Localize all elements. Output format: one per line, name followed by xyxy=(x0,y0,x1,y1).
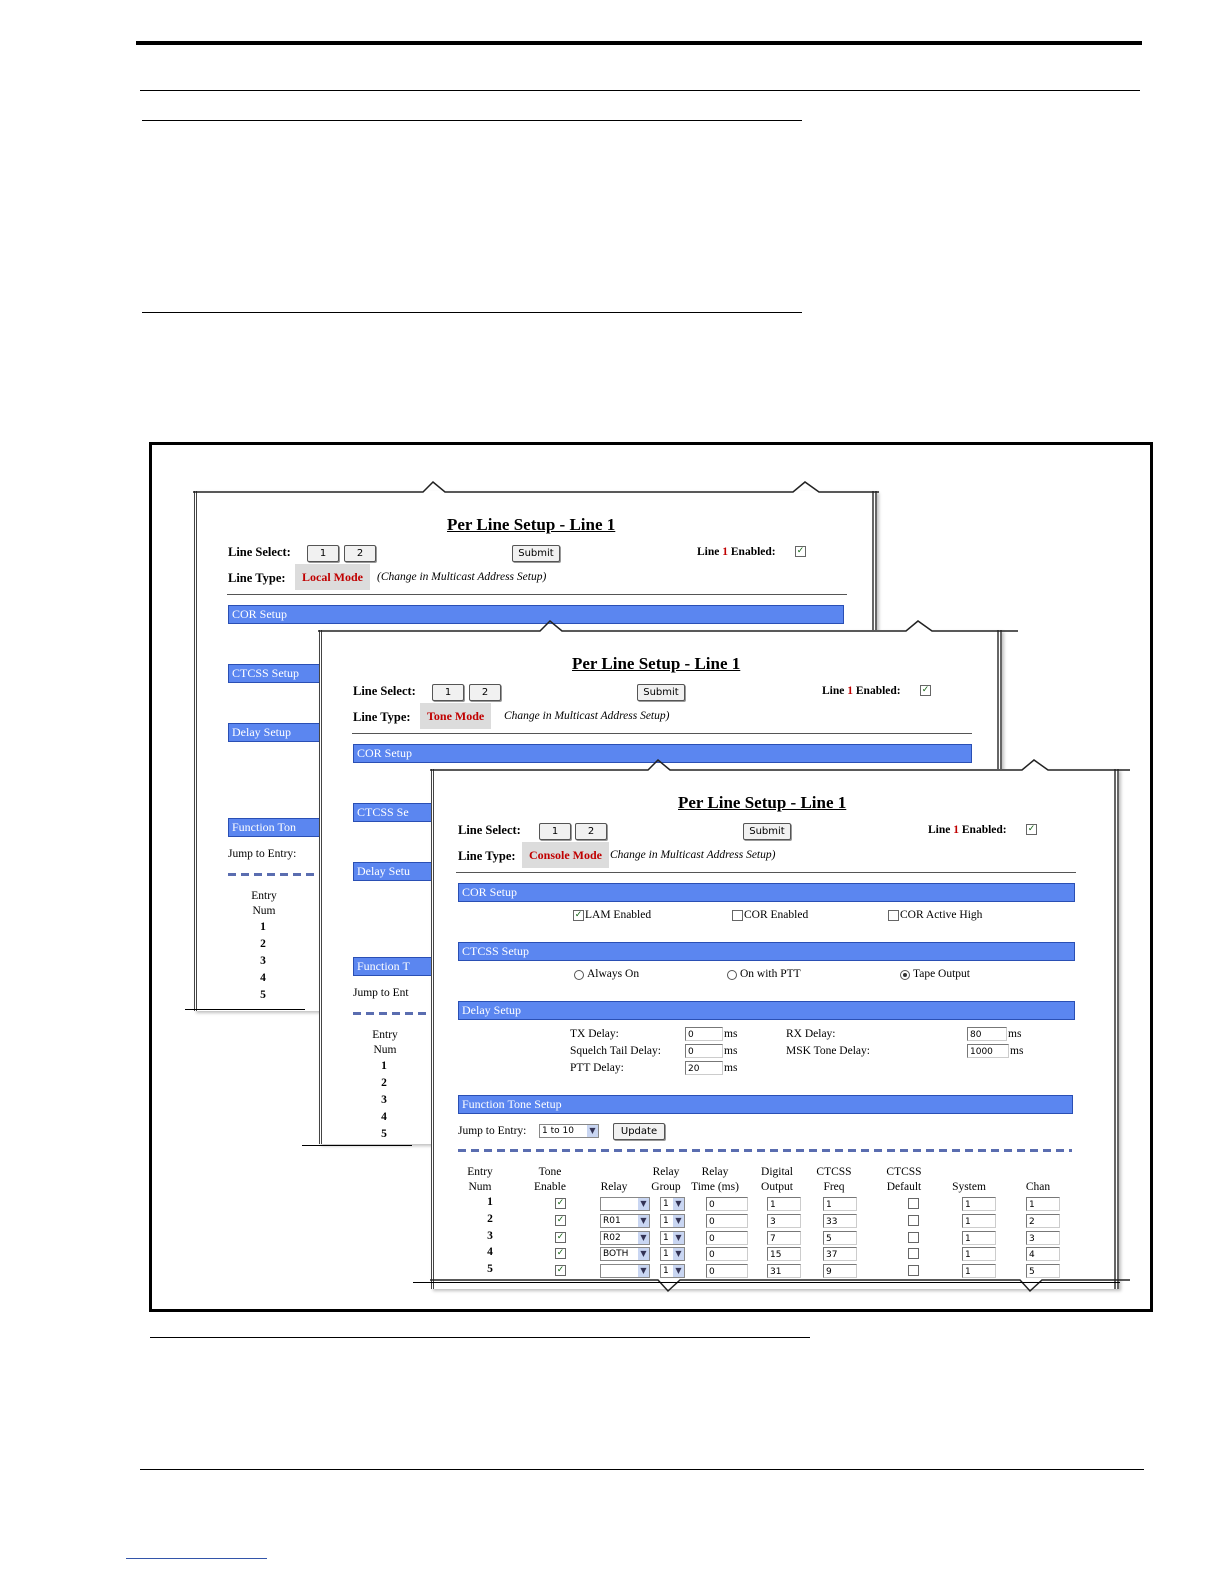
ctcss-freq-input[interactable]: 5 xyxy=(823,1231,857,1245)
submit-button[interactable]: Submit xyxy=(743,823,791,840)
ptt-delay-unit: ms xyxy=(724,1062,738,1074)
update-button[interactable]: Update xyxy=(613,1123,665,1140)
squelch-tail-delay-unit: ms xyxy=(724,1045,738,1057)
system-input[interactable]: 1 xyxy=(962,1214,996,1228)
relay-select[interactable] xyxy=(600,1197,650,1211)
entry-num-header: Entry Num xyxy=(251,890,277,917)
lam-enabled-label: LAM Enabled xyxy=(585,909,652,921)
line-2-button[interactable]: 2 xyxy=(575,823,607,840)
function-tone-bar: Function Ton xyxy=(228,818,333,837)
relay-select[interactable]: R02 ▼ xyxy=(600,1231,650,1245)
column-header: System xyxy=(952,1181,986,1193)
entry-num-header: Entry Num xyxy=(372,1029,398,1056)
ctcss-default-checkbox[interactable] xyxy=(908,1248,919,1259)
panel-3-cut-edge xyxy=(413,1282,1120,1283)
on-with-ptt-label: On with PTT xyxy=(740,968,801,980)
relay-time-input[interactable]: 0 xyxy=(706,1197,748,1211)
column-header: Relay xyxy=(600,1181,628,1193)
line-enabled-number: 1 xyxy=(847,685,853,697)
always-on-radio[interactable] xyxy=(574,970,584,980)
tone-enable-checkbox[interactable]: ✓ xyxy=(556,1214,565,1225)
tx-delay-input[interactable]: 0 xyxy=(685,1027,723,1041)
tone-enable-checkbox[interactable]: ✓ xyxy=(556,1231,565,1242)
entry-num: 3 xyxy=(260,955,266,967)
tone-enable-checkbox[interactable]: ✓ xyxy=(556,1198,565,1208)
rx-delay-input[interactable]: 80 xyxy=(967,1027,1007,1041)
line-mode: Console Mode xyxy=(522,842,609,868)
column-header: Relay Group xyxy=(651,1166,681,1193)
dashed-divider xyxy=(353,1012,433,1015)
jump-to-entry-label: Jump to Entry: xyxy=(458,1125,527,1137)
ctcss-default-checkbox[interactable] xyxy=(908,1232,919,1243)
panel-2-cut-edge xyxy=(302,1145,412,1146)
chan-input[interactable]: 4 xyxy=(1026,1247,1060,1261)
line-mode: Tone Mode xyxy=(420,703,491,729)
footnote-rule xyxy=(126,1558,267,1559)
tone-enable-checkbox[interactable]: ✓ xyxy=(556,1265,565,1276)
line-enabled-label: Line 1 Enabled: xyxy=(697,546,776,558)
rx-delay-unit: ms xyxy=(1008,1028,1022,1040)
chevron-down-icon: ▼ xyxy=(673,1248,684,1260)
line-enabled-checkbox[interactable]: ✓ xyxy=(921,685,930,695)
entry-num: 4 xyxy=(487,1246,493,1259)
jump-to-entry-label: Jump to Ent xyxy=(353,987,409,999)
ctcss-default-checkbox[interactable] xyxy=(908,1215,919,1226)
top-thick-rule xyxy=(136,41,1142,45)
system-input[interactable]: 1 xyxy=(962,1197,996,1211)
chan-input[interactable]: 3 xyxy=(1026,1231,1060,1245)
ctcss-setup-bar: CTCSS Se xyxy=(353,803,438,822)
cor-enabled-checkbox[interactable] xyxy=(732,910,743,921)
line-mode: Local Mode xyxy=(295,564,370,590)
entry-num: 1 xyxy=(381,1060,387,1072)
function-tone-bar: Function T xyxy=(353,957,438,976)
chevron-down-icon: ▼ xyxy=(638,1265,649,1277)
line-enabled-number: 1 xyxy=(722,546,728,558)
tx-delay-unit: ms xyxy=(724,1028,738,1040)
relay-group-select[interactable]: 1 ▼ xyxy=(660,1264,685,1278)
system-input[interactable]: 1 xyxy=(962,1231,996,1245)
header-divider xyxy=(456,872,1076,873)
line-2-button[interactable]: 2 xyxy=(469,684,501,701)
relay-group-select[interactable]: 1 ▼ xyxy=(660,1231,685,1245)
column-header: Relay Time (ms) xyxy=(691,1166,739,1193)
digital-output-input[interactable]: 15 xyxy=(767,1247,801,1261)
entry-num: 2 xyxy=(487,1212,493,1225)
section-rule-2 xyxy=(142,312,802,313)
cor-active-high-checkbox[interactable] xyxy=(888,910,899,921)
line-2-button[interactable]: 2 xyxy=(344,545,376,562)
chevron-down-icon: ▼ xyxy=(673,1198,684,1210)
cor-setup-bar: COR Setup xyxy=(458,883,1075,902)
column-header: CTCSS Freq xyxy=(816,1166,852,1193)
tone-enable-checkbox[interactable]: ✓ xyxy=(556,1248,565,1259)
digital-output-input[interactable]: 3 xyxy=(767,1214,801,1228)
screenshot-figure xyxy=(149,442,1153,1312)
entry-num: 2 xyxy=(260,938,266,950)
msk-tone-delay-unit: ms xyxy=(1010,1045,1024,1057)
digital-output-input[interactable]: 31 xyxy=(767,1264,801,1278)
line-select-label: Line Select: xyxy=(353,684,416,698)
delay-setup-bar: Delay Setup xyxy=(228,723,333,742)
chan-input[interactable]: 1 xyxy=(1026,1197,1060,1211)
line-enabled-number: 1 xyxy=(953,824,959,836)
chevron-down-icon: ▼ xyxy=(587,1125,598,1137)
line-enabled-label: Line 1 Enabled: xyxy=(928,824,1007,836)
squelch-tail-delay-input[interactable]: 0 xyxy=(685,1044,723,1058)
entry-num: 1 xyxy=(487,1196,493,1208)
ctcss-freq-input[interactable]: 9 xyxy=(823,1264,857,1278)
tape-output-label: Tape Output xyxy=(913,968,971,980)
chevron-down-icon: ▼ xyxy=(673,1232,684,1244)
digital-output-input[interactable]: 7 xyxy=(767,1231,801,1245)
chevron-down-icon: ▼ xyxy=(673,1215,684,1227)
header-divider xyxy=(227,594,847,595)
page-title: Per Line Setup - Line 1 xyxy=(447,515,616,534)
page-title: Per Line Setup - Line 1 xyxy=(678,793,847,812)
entry-num: 1 xyxy=(260,921,266,933)
entry-num: 5 xyxy=(381,1128,387,1140)
entry-num: 5 xyxy=(487,1263,493,1276)
ctcss-default-checkbox[interactable] xyxy=(908,1265,919,1276)
chevron-down-icon: ▼ xyxy=(673,1265,684,1277)
chevron-down-icon: ▼ xyxy=(638,1232,649,1244)
relay-group-select[interactable]: 1 ▼ xyxy=(660,1197,685,1211)
ctcss-freq-input[interactable]: 37 xyxy=(823,1247,857,1261)
cor-enabled-label: COR Enabled xyxy=(744,909,809,921)
ctcss-freq-input[interactable]: 1 xyxy=(823,1197,857,1211)
mode-note: Change in Multicast Address Setup) xyxy=(610,849,776,861)
ptt-delay-input[interactable]: 20 xyxy=(685,1061,723,1075)
system-input[interactable]: 1 xyxy=(962,1247,996,1261)
ctcss-freq-input[interactable]: 33 xyxy=(823,1214,857,1228)
msk-tone-delay-input[interactable]: 1000 xyxy=(967,1044,1009,1058)
ctcss-default-checkbox[interactable] xyxy=(908,1198,919,1209)
column-header: Digital Output xyxy=(761,1166,793,1193)
relay-select[interactable] xyxy=(600,1264,650,1278)
squelch-tail-delay-label: Squelch Tail Delay: xyxy=(570,1045,661,1057)
section-rule-1 xyxy=(142,120,802,121)
ptt-delay-label: PTT Delay: xyxy=(570,1062,624,1074)
relay-time-input[interactable]: 0 xyxy=(706,1247,748,1261)
mode-note: Change in Multicast Address Setup) xyxy=(504,710,670,722)
tape-output-radio[interactable] xyxy=(900,970,910,980)
entry-num: 4 xyxy=(260,972,266,984)
relay-select[interactable]: BOTH ▼ xyxy=(600,1247,650,1261)
lam-enabled-checkbox[interactable]: ✓ xyxy=(574,910,583,920)
dashed-divider xyxy=(458,1149,1072,1152)
cor-setup-bar: COR Setup xyxy=(353,744,972,763)
header-divider xyxy=(352,733,972,734)
chan-input[interactable]: 2 xyxy=(1026,1214,1060,1228)
line-1-button[interactable]: 1 xyxy=(539,823,571,840)
submit-button[interactable]: Submit xyxy=(637,684,685,701)
ctcss-setup-bar: CTCSS Setup xyxy=(228,664,333,683)
always-on-label: Always On xyxy=(587,968,640,980)
relay-group-select[interactable]: 1 ▼ xyxy=(660,1214,685,1228)
relay-select[interactable]: R01 ▼ xyxy=(600,1214,650,1228)
line-type-label: Line Type: xyxy=(353,710,411,724)
jump-to-entry-label: Jump to Entry: xyxy=(228,848,297,860)
line-select-label: Line Select: xyxy=(458,823,521,837)
line-enabled-label: Line 1 Enabled: xyxy=(822,685,901,697)
delay-setup-bar: Delay Setup xyxy=(458,1001,1075,1020)
column-header: Chan xyxy=(1025,1181,1051,1193)
column-header: CTCSS Default xyxy=(886,1166,922,1193)
system-input[interactable]: 1 xyxy=(962,1264,996,1278)
section-rule-3 xyxy=(150,1337,810,1338)
torn-top-edge xyxy=(193,481,879,495)
on-with-ptt-radio[interactable] xyxy=(727,970,737,980)
relay-group-select[interactable]: 1 ▼ xyxy=(660,1247,685,1261)
line-type-label: Line Type: xyxy=(458,849,516,863)
top-thin-rule xyxy=(140,90,1140,91)
entry-num: 3 xyxy=(487,1229,493,1242)
entry-num: 4 xyxy=(381,1111,387,1123)
tx-delay-label: TX Delay: xyxy=(570,1028,619,1040)
function-tone-setup-bar: Function Tone Setup xyxy=(458,1095,1073,1114)
entry-num: 3 xyxy=(381,1094,387,1106)
relay-time-input[interactable]: 0 xyxy=(706,1231,748,1245)
mode-note: (Change in Multicast Address Setup) xyxy=(377,571,547,583)
jump-to-entry-select[interactable]: 1 to 10 ▼ xyxy=(539,1124,599,1138)
relay-time-input[interactable]: 0 xyxy=(706,1214,748,1228)
column-header: Entry Num xyxy=(467,1166,493,1193)
cor-setup-bar: COR Setup xyxy=(228,605,844,624)
cor-active-high-label: COR Active High xyxy=(900,909,983,921)
footer-rule xyxy=(140,1469,1144,1470)
panel-1-cut-edge xyxy=(185,1009,305,1010)
line-1-button[interactable]: 1 xyxy=(307,545,339,562)
column-header: Tone Enable xyxy=(534,1166,566,1193)
torn-top-edge xyxy=(430,759,1130,773)
dashed-divider xyxy=(228,873,328,876)
line-type-label: Line Type: xyxy=(228,571,286,585)
submit-button[interactable]: Submit xyxy=(512,545,560,562)
delay-setup-bar: Delay Setu xyxy=(353,862,438,881)
entry-num: 2 xyxy=(381,1077,387,1089)
ctcss-setup-bar: CTCSS Setup xyxy=(458,942,1075,961)
line-enabled-checkbox[interactable]: ✓ xyxy=(796,546,805,556)
chevron-down-icon: ▼ xyxy=(638,1215,649,1227)
line-1-button[interactable]: 1 xyxy=(432,684,464,701)
msk-tone-delay-label: MSK Tone Delay: xyxy=(786,1045,870,1057)
line-enabled-checkbox[interactable]: ✓ xyxy=(1027,824,1036,834)
page-title: Per Line Setup - Line 1 xyxy=(572,654,741,673)
chan-input[interactable]: 5 xyxy=(1026,1264,1060,1278)
digital-output-input[interactable]: 1 xyxy=(767,1197,801,1211)
rx-delay-label: RX Delay: xyxy=(786,1028,836,1040)
torn-top-edge xyxy=(318,620,1018,634)
panel-console-mode xyxy=(431,769,1119,1289)
entry-num: 5 xyxy=(260,989,266,1001)
chevron-down-icon: ▼ xyxy=(638,1198,649,1210)
line-select-label: Line Select: xyxy=(228,545,291,559)
chevron-down-icon: ▼ xyxy=(638,1248,649,1260)
relay-time-input[interactable]: 0 xyxy=(706,1264,748,1278)
